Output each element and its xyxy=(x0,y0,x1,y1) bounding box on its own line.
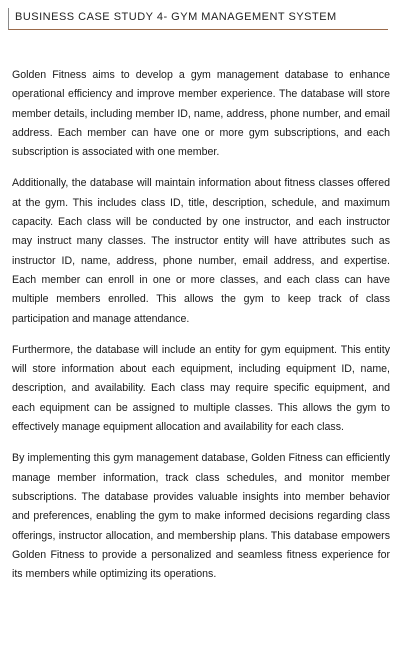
paragraph-conclusion: By implementing this gym management database, Golden Fitness can efficiently manage member information, track class schedules, and monitor member subscriptions. The database provides valuable insights into member behavior and preferences, enabling the gym to make informed decisions regarding class offerings, instructor allocation, and membership plans. This database empowers Golden Fitness to provide a personalized and seamless fitness experience for its members while optimizing its operations. xyxy=(12,452,390,581)
paragraph-equipment: Furthermore, the database will include an entity for gym equipment. This entity will store information about each equipment, including equipment ID, name, description, and availability. Each class may require specific equipment, and each equipment can be assigned to multiple classes. This allows the gym to effectively manage equipment allocation and availability for each class. xyxy=(12,343,390,434)
paragraph-members: Golden Fitness aims to develop a gym management database to enhance operational efficiency and improve member experience. The database will store member details, including member ID, name, address, phone number, and email address. Each member can have one or more gym subscriptions, and each subscription is associated with one member. xyxy=(12,69,390,159)
title-bar xyxy=(8,8,388,30)
paragraph-classes: Additionally, the database will maintain information about fitness classes offered at the gym. This includes class ID, title, description, schedule, and maximum capacity. Each class will be conducted by one instructor, and each instructor may instruct many classes. The instructor entity will have attributes such as instructor ID, name, address, phone number, email address, and expertise. Each member can enroll in one or more classes, and each class can have multiple members enrolled. This allows the gym to keep track of class participation and manage attendance. xyxy=(12,177,390,325)
document-body xyxy=(12,66,390,596)
document-title: BUSINESS CASE STUDY 4- GYM MANAGEMENT SYSTEM xyxy=(15,11,337,23)
